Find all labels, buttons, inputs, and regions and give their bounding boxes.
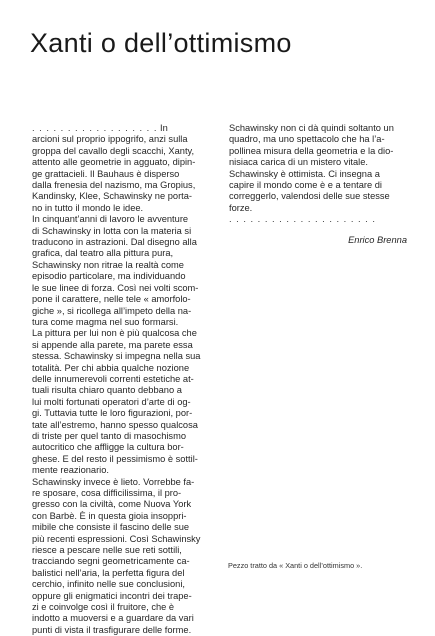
lead-line	[32, 123, 219, 134]
right-column	[229, 123, 409, 246]
text-line: traducono in astrazioni. Dal disegno alla	[32, 237, 197, 248]
text-line: delle innumerevoli correnti estetiche at-	[32, 373, 194, 384]
text-line: no in tutto il mondo le idee.	[32, 202, 144, 213]
text-line: giche », si ricollega all’impeto della na-	[32, 305, 192, 316]
text-line: Schawinsky invece è lieto. Vorrebbe fa-	[32, 476, 195, 487]
text-line: nisiaca carica di un mistero vitale.	[229, 157, 368, 168]
text-line: si appende alla parete, ma parete essa	[32, 339, 193, 350]
text-line: La pittura per lui non è più qualcosa che	[32, 328, 197, 339]
text-line: grafica, dal teatro alla pittura pura,	[32, 248, 174, 259]
text-line: ge grattacieli. Il Bauhaus è disperso	[32, 168, 180, 179]
text-line: gresso con la civiltà, come Nuova York	[32, 499, 192, 510]
text-line: capire il mondo come è e a tentare di	[229, 180, 382, 191]
text-line: di Schawinsky in lotta con la materia si	[32, 225, 192, 236]
text-line: riesce a pescare nelle sue reti sottili,	[32, 545, 182, 556]
text-line: Kandinsky, Klee, Schawinsky ne porta-	[32, 191, 193, 202]
text-line: In cinquant’anni di lavoro le avventure	[32, 214, 189, 225]
text-line: mibile che consiste il fascino delle sue	[32, 522, 190, 533]
text-line: con Barbè. È in questa gioia insoppri-	[32, 510, 187, 521]
text-line: pollinea misura della geometria e la dio-	[229, 145, 394, 156]
text-line: zi e coinvolge così il fruitore, che è	[32, 602, 175, 613]
text-line: re sposare, cosa difficilissima, il pro-	[32, 488, 182, 498]
text-line: Schawinsky non ritrae la realtà come	[32, 259, 184, 270]
text-line: più recenti espressioni. Così Schawinsky	[32, 533, 201, 544]
text-line: tracciando segni geometricamente ca-	[32, 556, 190, 567]
end-dots: . . . . . . . . . . . . . . . . . . . . .	[229, 214, 376, 225]
text-line: stessa. Schawinsky si impegna nella sua	[32, 351, 201, 362]
text-line: quadro, ma uno spettacolo che ha l’a-	[229, 134, 385, 145]
text-line: totalità. Per chi abbia qualche nozione	[32, 362, 190, 373]
text-line: attento alle geometrie in agguato, dipin-	[32, 157, 196, 168]
text-line: tuali risulta chiaro quanto debbano a	[32, 385, 182, 396]
lead-dots: . . . . . . . . . . . . . . . . . .	[32, 123, 158, 133]
text-line: punti di vista il trasfigurare delle forme.	[32, 624, 192, 635]
text-line: gi. Tuttavia tutte le loro figurazioni, por-	[32, 408, 193, 419]
text-line: tate all’estremo, hanno spesso qualcosa	[32, 419, 198, 430]
text-line: oppure gli enigmatici incontri dei trape-	[32, 590, 192, 601]
text-line: balistici nell’aria, la perfetta figura del	[32, 567, 185, 578]
text-line: mente reazionario.	[32, 465, 109, 476]
left-body-text	[32, 134, 219, 636]
text-line: ghese. E del resto il pessimismo è sottil-	[32, 453, 198, 464]
text-line: Schawinsky è ottimista. Ci insegna a	[229, 168, 380, 179]
text-line: di triste per quel tanto di masochismo	[32, 430, 186, 441]
text-line: correggerlo, valendosi delle sue stesse	[229, 191, 390, 202]
text-line: groppa del cavallo degli scacchi, Xanty,	[32, 145, 195, 156]
text-line: le sue linee di forza. Così nei volti scom-	[32, 282, 199, 293]
source-footnote: Pezzo tratto da « Xanti o dell’ottimismo ».	[228, 561, 363, 570]
text-line: Schawinsky non ci dà quindi soltanto un	[229, 123, 394, 133]
text-line: dalla frenesia del nazismo, ma Gropius,	[32, 180, 196, 191]
text-line: episodio particolare, ma individuando	[32, 271, 186, 282]
author-signature: Enrico Brenna	[348, 234, 407, 245]
text-line: arcioni sul proprio ippogrifo, anzi sulla	[32, 134, 188, 145]
left-column	[32, 123, 219, 636]
text-line: forze.	[229, 202, 253, 213]
lead-word: In	[157, 123, 168, 133]
text-line: lui molti fortunati operatori d’arte di og-	[32, 396, 191, 407]
text-line: pone il carattere, nelle tele « amorfolo-	[32, 294, 191, 305]
article-title: Xanti o dell’ottimismo	[30, 28, 292, 58]
text-line: cerchio, infinito nelle sue conclusioni,	[32, 579, 185, 590]
right-body-text	[229, 123, 409, 214]
text-line: autocritico che affligge la cultura bor-	[32, 442, 184, 453]
text-line: indotto a muoversi e a guardare da vari	[32, 613, 194, 624]
text-line: tura come magma nel suo formarsi.	[32, 316, 179, 327]
